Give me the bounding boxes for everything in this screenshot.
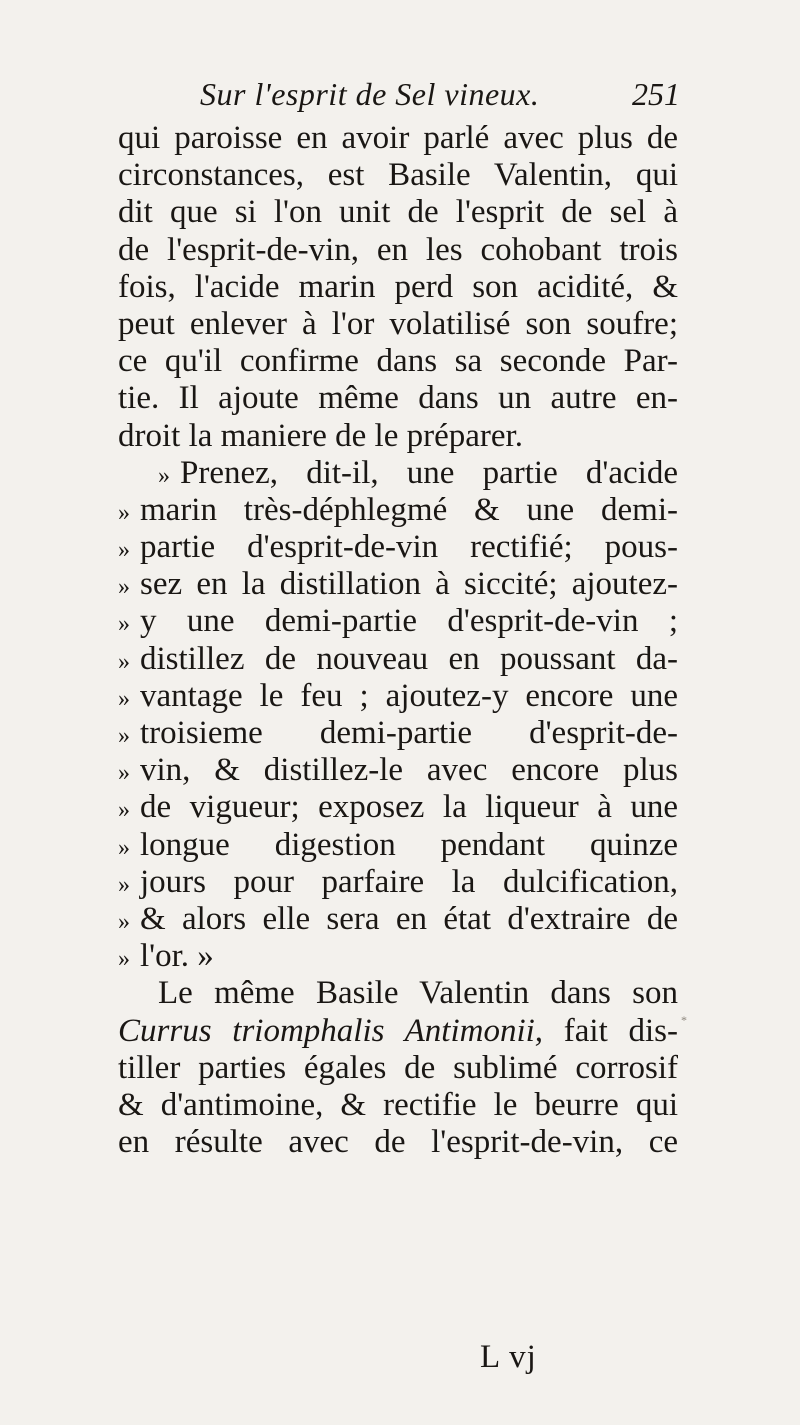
quoted-line <box>118 492 678 529</box>
quoted-text: & alors elle sera en état d'extraire de <box>140 900 678 937</box>
quoted-text: troisieme demi-partie d'esprit-de- <box>140 715 678 751</box>
quote-mark: » <box>118 648 130 675</box>
quoted-text: de vigueur; exposez la liqueur à une <box>140 789 678 826</box>
text-line: tiller parties égales de sublimé corrosif <box>118 1049 678 1086</box>
quoted-text: longue digestion pendant quinze <box>140 826 678 863</box>
quote-mark: » <box>118 797 130 824</box>
page-header <box>200 72 680 116</box>
text-line: dit que si l'on unit de l'esprit de sel à <box>118 194 678 231</box>
quote-mark: » <box>118 537 130 564</box>
quoted-line <box>118 529 678 566</box>
text-line: tie. Il ajoute même dans un autre en- <box>118 380 678 417</box>
quote-mark: » <box>118 611 130 638</box>
quote-mark: » <box>118 834 130 861</box>
text-line: & d'antimoine, & rectifie le beurre qui <box>118 1086 678 1123</box>
italic-book-title: Currus triomphalis Antimonii, <box>118 1012 544 1049</box>
quote-mark: » <box>118 723 130 749</box>
quoted-line <box>118 715 678 752</box>
quoted-text: Prenez, dit-il, une partie d'acide <box>180 454 678 491</box>
quoted-text: l'or. » <box>140 938 214 975</box>
text-fragment: fait dis- <box>563 1012 678 1049</box>
quoted-text: distillez de nouveau en poussant da- <box>140 640 678 677</box>
text-line: droit la maniere de le préparer. <box>118 417 523 454</box>
quoted-line <box>118 566 678 603</box>
quote-mark: » <box>118 685 130 712</box>
signature-mark: L vj <box>480 1339 537 1375</box>
quoted-line <box>118 641 678 678</box>
text-line: de l'esprit-de-vin, en les cohobant trois <box>118 231 678 268</box>
text-line: Le même Basile Valentin dans son <box>158 975 678 1012</box>
quoted-text: vin, & distillez-le avec encore plus <box>140 752 678 789</box>
quoted-text: partie d'esprit-de-vin rectifié; pous- <box>140 529 678 566</box>
quoted-line <box>118 901 678 938</box>
quoted-line <box>118 678 678 715</box>
quoted-line <box>118 455 678 492</box>
quoted-line <box>118 752 678 789</box>
quote-mark: » <box>158 462 170 489</box>
text-line <box>118 1013 678 1050</box>
text-line: circonstances, est Basile Valentin, qui <box>118 157 678 194</box>
text-line: peut enlever à l'or volatilisé son soufre; <box>118 305 678 342</box>
quoted-line <box>118 864 678 901</box>
text-line: fois, l'acide marin perd son acidité, & <box>118 268 678 305</box>
quote-mark: » <box>118 946 130 973</box>
quoted-line <box>118 827 678 864</box>
quoted-line <box>118 789 678 826</box>
quoted-text: jours pour parfaire la dulcification, <box>140 863 678 900</box>
text-line: ce qu'il confirme dans sa seconde Par- <box>118 343 678 380</box>
quoted-line <box>118 603 678 640</box>
page-number: 251 <box>632 76 680 112</box>
quoted-text: y une demi-partie d'esprit-de-vin ; <box>140 603 678 640</box>
quote-mark: » <box>118 908 130 935</box>
text-line: en résulte avec de l'esprit-de-vin, ce <box>118 1124 678 1161</box>
quote-mark: » <box>118 760 130 787</box>
quoted-text: sez en la distillation à siccité; ajoutez- <box>140 566 678 603</box>
quote-mark: » <box>118 499 130 526</box>
body-text <box>118 120 678 1161</box>
quote-mark: » <box>118 871 130 898</box>
quote-mark: » <box>118 574 130 601</box>
quoted-text: vantage le feu ; ajoutez-y encore une <box>140 677 678 714</box>
quoted-text: marin très-déphlegmé & une demi- <box>140 491 678 528</box>
text-line: qui paroisse en avoir parlé avec plus de <box>118 120 678 156</box>
running-title: Sur l'esprit de Sel vineux. <box>200 76 540 112</box>
stray-mark: * <box>681 1013 687 1027</box>
quoted-line <box>118 938 678 975</box>
